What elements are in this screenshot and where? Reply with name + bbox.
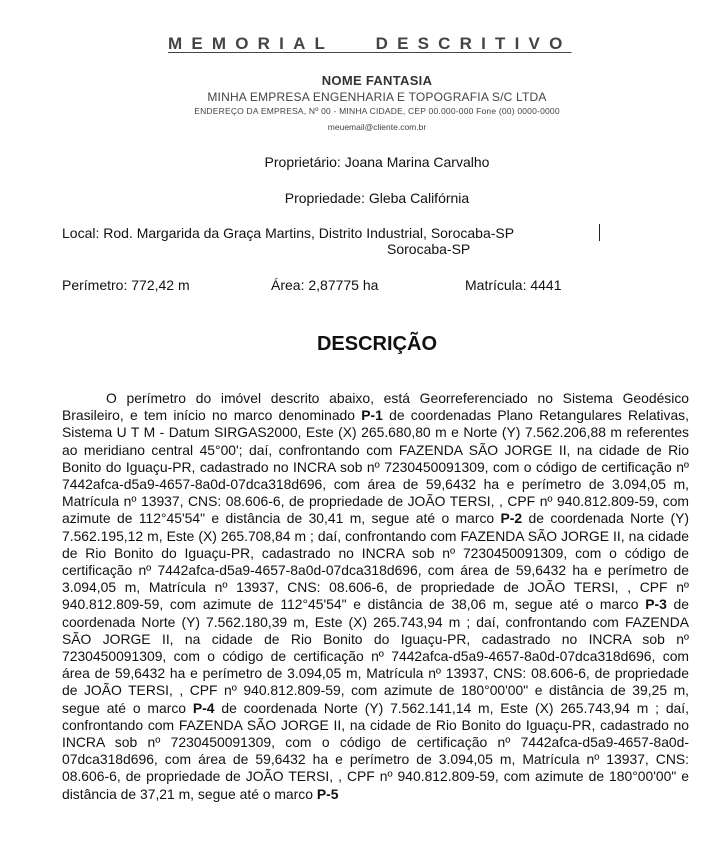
property-line: Propriedade: Gleba Califórnia (284, 190, 470, 206)
description-heading: DESCRIÇÃO (316, 333, 437, 355)
company-email: meuemail@cliente.com.br (327, 122, 427, 132)
body-text: de coordenada Norte (Y) 7.562.195,12 m, Este (X) 265.708,84 m ; daí, confrontando com FAZENDA SÃO JORGE II, na cidade de Rio Bonito do Iguaçu-PR, cadastrado no INCRA sob nº 7230450091309, com o código de certificação nº 7442afca-d5a9-4657-8a0d-07dca318d696, com área de 59,6432 ha e perímetro de 3.094,05 m, Matrícula nº 13937, CNS: 08.606-6, de propriedade de JOÃO TERSI, , CPF nº 940.812.809-59, com azimute de 112°45'54" e distância de 38,06 m, segue até o marco (62, 510, 689, 613)
owner-line: Proprietário: Joana Marina Carvalho (264, 154, 490, 170)
body-text: de coordenada Norte (Y) 7.562.180,39 m, Este (X) 265.743,94 m ; daí, confrontando com FAZENDA SÃO JORGE II, na cidade de Rio Bonito do Iguaçu-PR, cadastrado no INCRA sob nº 7230450091309, com o código de certificação nº 7442afca-d5a9-4657-8a0d-07dca318d696, com área de 59,6432 ha e perímetro de 3.094,05 m, Matrícula nº 13937, CNS: 08.606-6, de propriedade de JOÃO TERSI, , CPF nº 940.812.809-59, com azimute de 180°00'00" e distância de 39,25 m, segue até o marco (62, 596, 689, 716)
document-title: MEMORIAL DESCRITIVO (168, 34, 572, 53)
text-cursor (599, 224, 600, 241)
marker-label: P-2 (500, 510, 523, 527)
location-line-1: Local: Rod. Margarida da Graça Martins, Distrito Industrial, Sorocaba-SP (62, 225, 515, 241)
body-text: O perímetro do imóvel descrito abaixo, está Georreferenciado no Sistema Geodésico Brasileiro, e tem início no marco denominado (62, 390, 689, 424)
location-line-2: Sorocaba-SP (387, 241, 471, 257)
perimeter-value: Perímetro: 772,42 m (62, 277, 190, 293)
marker-label: P-4 (192, 699, 215, 716)
body-text: de coordenadas Plano Retangulares Relativas, Sistema U T M - Datum SIRGAS2000, Este (X) 265.680,80 m e Norte (Y) 7.562.206,88 m referentes ao meridiano central 45°00'; daí, confrontando com FAZENDA SÃO JORGE II, na cidade de Rio Bonito do Iguaçu-PR, cadastrado no INCRA sob nº 7230450091309, com o código de certificação nº 7442afca-d5a9-4657-8a0d-07dca318d696, com área de 59,6432 ha e perímetro de 3.094,05 m, Matrícula nº 13937, CNS: 08.606-6, de propriedade de JOÃO TERSI, , CPF nº 940.812.809-59, com azimute de 112°45'54" e distância de 30,41 m, segue até o marco (62, 407, 689, 527)
location-block (62, 225, 622, 257)
description-body (62, 390, 689, 803)
marker-label: P-3 (645, 596, 667, 613)
company-trade-name: NOME FANTASIA (321, 73, 433, 88)
company-name: MINHA EMPRESA ENGENHARIA E TOPOGRAFIA S/C LTDA (207, 90, 547, 104)
body-text: de coordenada Norte (Y) 7.562.141,14 m, Este (X) 265.743,94 m ; daí, confrontando com FAZENDA SÃO JORGE II, na cidade de Rio Bonito do Iguaçu-PR, cadastrado no INCRA sob nº 7230450091309, com o código de certificação nº 7442afca-d5a9-4657-8a0d-07dca318d696, com área de 59,6432 ha e perímetro de 3.094,05 m, Matrícula nº 13937, CNS: 08.606-6, de propriedade de JOÃO TERSI, , CPF nº 940.812.809-59, com azimute de 180°00'00" e distância de 37,21 m, segue até o marco (62, 699, 689, 802)
area-value: Área: 2,87775 ha (271, 277, 379, 293)
marker-label: P-5 (316, 785, 339, 802)
registration-value: Matrícula: 4441 (465, 277, 562, 293)
company-address: ENDEREÇO DA EMPRESA, Nº 00 - MINHA CIDADE, CEP 00.000-000 Fone (00) 0000-0000 (194, 106, 560, 116)
marker-label: P-1 (361, 407, 383, 424)
